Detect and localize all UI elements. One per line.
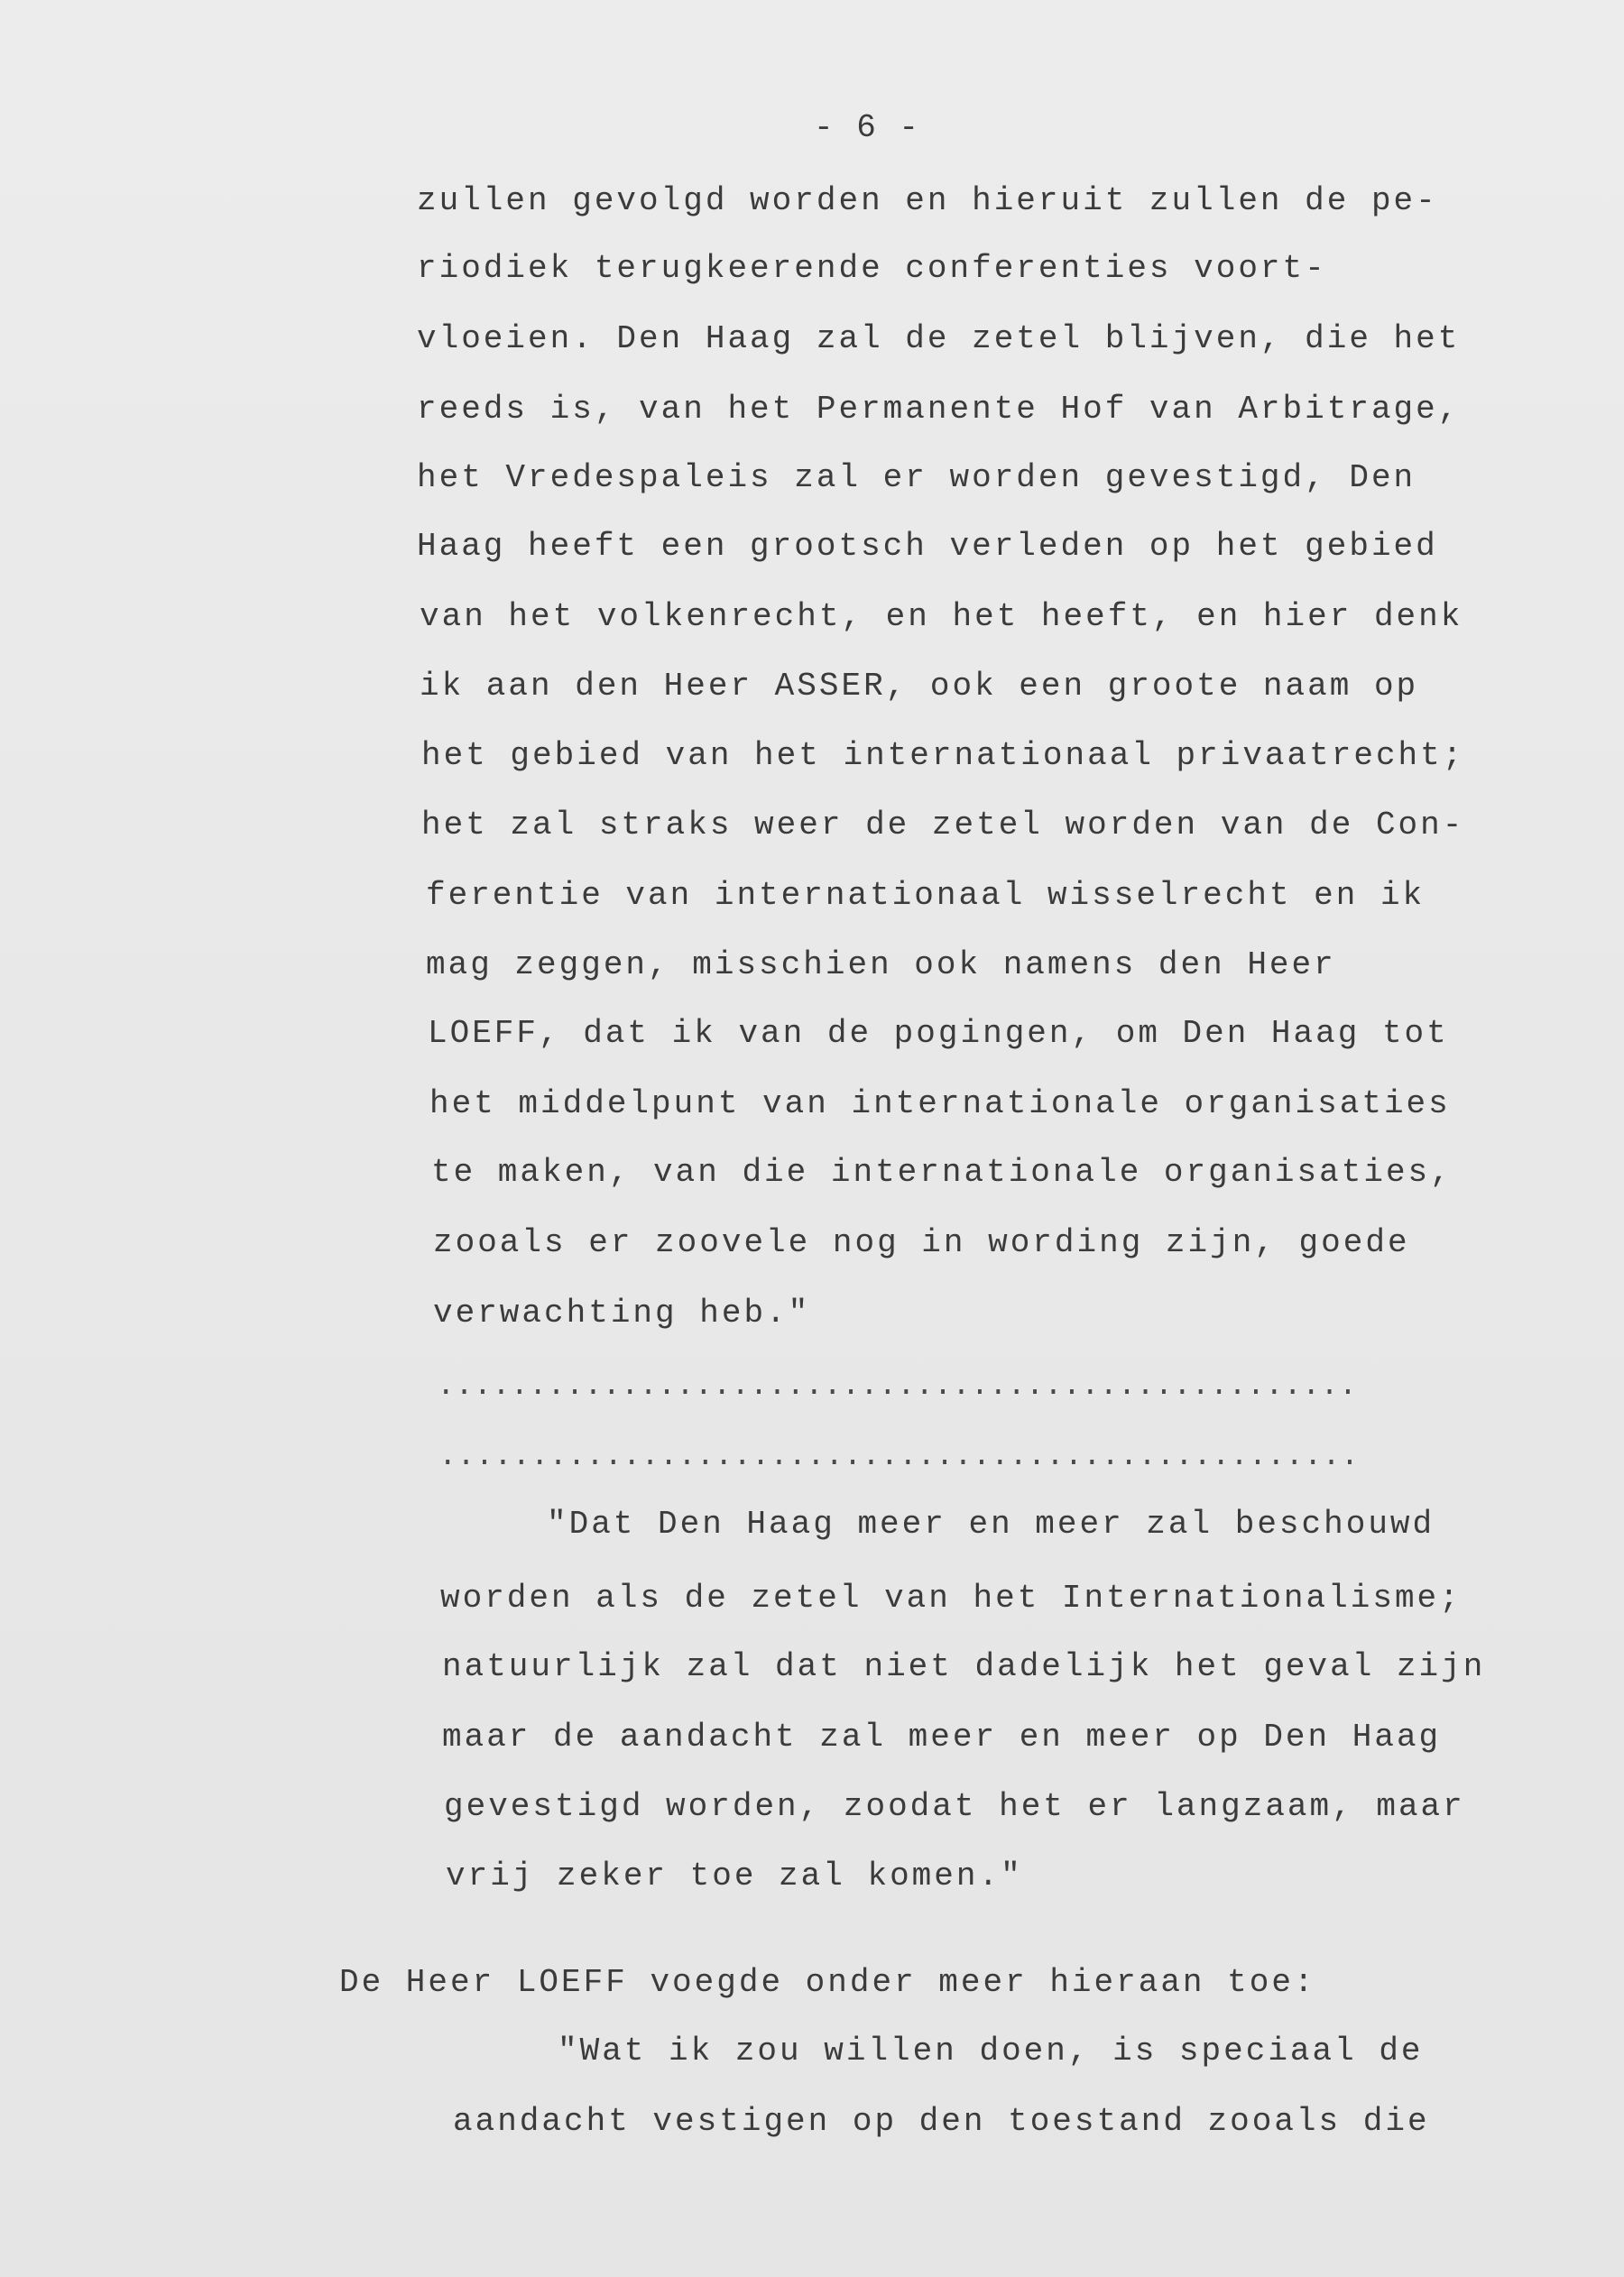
text-line: aandacht vestigen op den toestand zooals die <box>453 2103 1430 2140</box>
text-line: ik aan den Heer ASSER, ook een groote naam op <box>420 668 1419 705</box>
page-number: - 6 - <box>814 109 921 146</box>
text-line: ferentie van internationaal wisselrecht en ik <box>426 877 1426 914</box>
text-line: maar de aandacht zal meer en meer op Den Haag <box>442 1719 1442 1756</box>
text-line: vloeien. Den Haag zal de zetel blijven, die het <box>417 320 1461 357</box>
text-line: verwachting heb." <box>433 1295 811 1332</box>
text-line: LOEFF, dat ik van de pogingen, om Den Haag tot <box>428 1015 1449 1052</box>
text-line: "Wat ik zou willen doen, is speciaal de <box>558 2033 1424 2070</box>
text-line: mag zeggen, misschien ook namens den Heer <box>426 946 1336 983</box>
text-line: "Dat Den Haag meer en meer zal beschouwd <box>547 1506 1435 1543</box>
text-line: gevestigd worden, zoodat het er langzaam, maar <box>444 1788 1465 1825</box>
text-line: Haag heeft een grootsch verleden op het gebied <box>417 528 1438 565</box>
text-line: zullen gevolgd worden en hieruit zullen de pe- <box>417 182 1438 219</box>
text-line: riodiek terugkeerende conferenties voort- <box>417 250 1327 287</box>
ellipsis-line: .................................................. <box>437 1369 1358 1404</box>
text-line: het zal straks weer de zetel worden van de Con- <box>421 807 1465 844</box>
text-line: vrij zeker toe zal komen." <box>446 1858 1023 1894</box>
text-line: De Heer LOEFF voegde onder meer hieraan toe: <box>339 1964 1316 2001</box>
text-line: reeds is, van het Permanente Hof van Arbitrage, <box>417 391 1461 428</box>
text-line: natuurlijk zal dat niet dadelijk het geval zijn <box>442 1648 1486 1685</box>
text-line: worden als de zetel van het Internationalisme; <box>440 1580 1462 1617</box>
text-line: het gebied van het internationaal privaatrecht; <box>421 737 1465 774</box>
text-line: het Vredespaleis zal er worden gevestigd, Den <box>417 459 1416 496</box>
text-line: van het volkenrecht, en het heeft, en hier denk <box>420 598 1463 635</box>
text-line: zooals er zoovele nog in wording zijn, goede <box>433 1224 1410 1261</box>
text-line: te maken, van die internationale organisaties, <box>431 1154 1453 1191</box>
text-line: het middelpunt van internationale organisaties <box>429 1085 1451 1122</box>
ellipsis-line: .................................................. <box>438 1440 1360 1474</box>
